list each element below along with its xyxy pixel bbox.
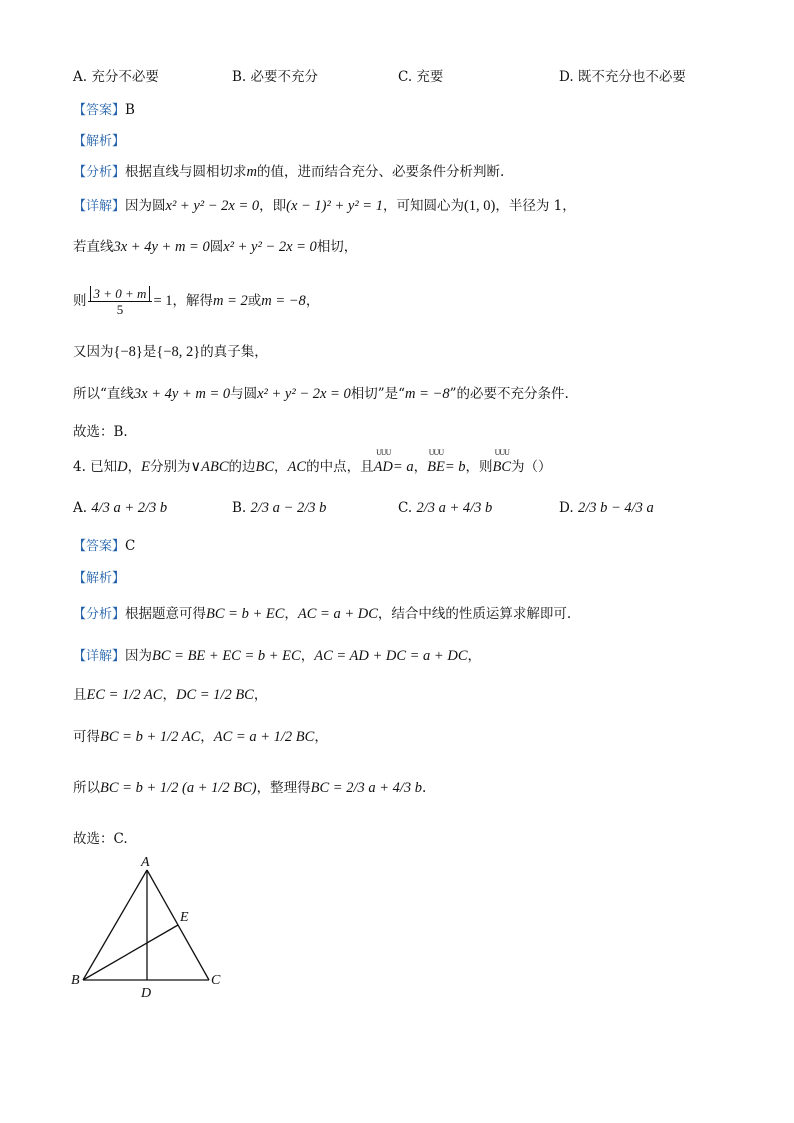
text: ， bbox=[314, 729, 328, 745]
line-equation: 3x + 4y + m = 0 bbox=[113, 239, 210, 255]
text: 可得 bbox=[73, 729, 100, 745]
set-2: {−8, 2} bbox=[156, 344, 201, 360]
text: ， bbox=[284, 606, 298, 622]
label-e: E bbox=[180, 910, 189, 925]
text: 且 bbox=[73, 687, 87, 703]
text: ，则 bbox=[465, 459, 493, 475]
vector-equation: EC = 1/2 AC bbox=[86, 687, 163, 703]
q4-analysis-heading bbox=[73, 569, 125, 588]
q4-option-a bbox=[73, 499, 167, 517]
answer-tag: 【答案】 bbox=[73, 103, 126, 118]
text: ， bbox=[274, 459, 288, 475]
equals-a: = a bbox=[392, 459, 414, 475]
point-e: E bbox=[141, 459, 151, 475]
text: ”的必要不充分条件. bbox=[449, 386, 569, 402]
option-label: A. bbox=[73, 500, 88, 516]
q3-detail bbox=[73, 197, 576, 216]
text: ，整理得 bbox=[256, 780, 311, 796]
side-bc: BC bbox=[255, 459, 275, 475]
circle-standard-equation: (x − 1)² + y² = 1 bbox=[286, 198, 383, 214]
line-equation: 3x + 4y + m = 0 bbox=[133, 386, 231, 402]
distance-fraction bbox=[88, 286, 153, 317]
text: 因为 bbox=[125, 648, 153, 664]
fraction-denominator: 5 bbox=[116, 302, 124, 317]
vector-ad: UUU AD bbox=[374, 458, 393, 476]
text: 又因为 bbox=[73, 344, 114, 360]
circle-equation: x² + y² − 2x = 0 bbox=[223, 239, 317, 255]
text: 若直线 bbox=[73, 239, 114, 255]
q3-subset bbox=[73, 343, 268, 361]
text: 的边 bbox=[228, 459, 256, 475]
text: ，解得 bbox=[172, 293, 213, 309]
text: 4. 已知 bbox=[73, 459, 118, 475]
detail-text: ，即 bbox=[259, 198, 287, 214]
text: ， bbox=[162, 687, 176, 703]
text: 与圆 bbox=[230, 386, 258, 402]
label-c: C bbox=[211, 973, 221, 988]
text: 则 bbox=[73, 293, 87, 309]
equals-one: = 1 bbox=[153, 293, 173, 309]
median-be bbox=[83, 925, 178, 980]
detail-text: ，可知圆心为 bbox=[382, 198, 464, 214]
condition: m = −8 bbox=[405, 386, 450, 402]
q3-option-d: D. 既不充分也不必要 bbox=[559, 69, 686, 85]
analysis-tag: 【解析】 bbox=[73, 571, 126, 586]
text: ， bbox=[253, 687, 268, 703]
option-expression: 2/3 a − 2/3 b bbox=[250, 500, 327, 516]
text: 的真子集， bbox=[200, 344, 268, 360]
q3-analysis-heading bbox=[73, 132, 125, 151]
text: 相切”是“ bbox=[350, 386, 406, 402]
answer-tag: 【答案】 bbox=[73, 539, 126, 554]
side-ac: AC bbox=[287, 459, 307, 475]
vector-bc: UUU BC bbox=[492, 458, 511, 476]
q4-detail bbox=[73, 647, 481, 666]
q4-answer bbox=[73, 537, 135, 556]
q3-line-tangent bbox=[73, 238, 357, 256]
circle-center: (1, 0) bbox=[463, 198, 496, 214]
q3-fenxi bbox=[73, 163, 504, 182]
text: ， bbox=[305, 293, 320, 309]
triangle-abc: ∨ABC bbox=[190, 459, 229, 475]
option-expression: 4/3 a + 2/3 b bbox=[91, 500, 168, 516]
option-label: D. bbox=[559, 500, 574, 516]
label-b: B bbox=[71, 973, 80, 988]
label-a: A bbox=[141, 855, 150, 870]
final-equation: BC = 2/3 a + 4/3 b bbox=[310, 780, 423, 796]
side-ab bbox=[83, 870, 147, 980]
q3-choose: 故选：B. bbox=[73, 424, 128, 440]
analysis-tag: 【解析】 bbox=[73, 134, 126, 149]
fenxi-tag: 【分析】 bbox=[73, 607, 126, 622]
detail-tag: 【详解】 bbox=[73, 649, 126, 664]
vector-equation: DC = 1/2 BC bbox=[175, 687, 254, 703]
option-label: B. bbox=[232, 500, 247, 516]
detail-text: ，半径为 1， bbox=[495, 198, 576, 214]
q4-option-d bbox=[559, 499, 654, 517]
text: 分别为 bbox=[150, 459, 191, 475]
answer-value: B bbox=[125, 102, 135, 118]
option-expression: 2/3 b − 4/3 a bbox=[577, 500, 654, 516]
text: 所以“直线 bbox=[73, 386, 134, 402]
q4-option-c bbox=[398, 499, 492, 517]
equals-b: = b bbox=[444, 459, 466, 475]
text: 根据题意可得 bbox=[125, 606, 207, 622]
vector-equation: BC = b + EC bbox=[206, 606, 285, 622]
set-1: {−8} bbox=[113, 344, 143, 360]
q4-stem bbox=[73, 458, 552, 476]
vector-be: UUU BE bbox=[427, 458, 445, 476]
solution-2: m = −8 bbox=[261, 293, 306, 309]
vector-equation: AC = a + DC bbox=[297, 606, 378, 622]
text: 为（） bbox=[511, 459, 552, 475]
text: 是 bbox=[142, 344, 157, 360]
text: 或 bbox=[247, 293, 262, 309]
text: ， bbox=[413, 459, 428, 475]
circle-equation: x² + y² − 2x = 0 bbox=[165, 198, 260, 214]
answer-value: C bbox=[125, 538, 136, 554]
q4-derived bbox=[73, 728, 328, 746]
vector-equation: BC = b + 1/2 (a + 1/2 BC) bbox=[100, 780, 257, 796]
fenxi-tag: 【分析】 bbox=[73, 165, 126, 180]
triangle-figure bbox=[63, 850, 263, 1000]
text: ， bbox=[127, 459, 142, 475]
q3-distance-formula bbox=[73, 281, 319, 321]
text: 所以 bbox=[73, 780, 100, 796]
vector-equation: AC = AD + DC = a + DC bbox=[314, 648, 468, 664]
circle-equation: x² + y² − 2x = 0 bbox=[257, 386, 351, 402]
fenxi-var-m: m bbox=[246, 164, 257, 180]
text: 圆 bbox=[209, 239, 224, 255]
text: ， bbox=[200, 729, 214, 745]
q3-conclusion bbox=[73, 385, 569, 403]
q3-option-b: B. 必要不充分 bbox=[232, 69, 319, 85]
text: . bbox=[422, 780, 427, 796]
vector-equation: AC = a + 1/2 BC bbox=[213, 729, 315, 745]
fraction-numerator: 3 + 0 + m bbox=[90, 286, 151, 301]
label-d: D bbox=[141, 986, 152, 1000]
detail-tag: 【详解】 bbox=[73, 199, 126, 214]
q4-fenxi bbox=[73, 605, 571, 624]
text: ， bbox=[467, 648, 481, 664]
solution-1: m = 2 bbox=[213, 293, 248, 309]
detail-text: 因为圆 bbox=[125, 198, 166, 214]
q3-option-a: A. 充分不必要 bbox=[73, 69, 159, 85]
q4-result bbox=[73, 779, 426, 797]
q3-option-c: C. 充要 bbox=[398, 69, 444, 85]
q4-choose: 故选：C. bbox=[73, 831, 128, 847]
text: 的中点，且 bbox=[306, 459, 374, 475]
text: 相切， bbox=[316, 239, 358, 255]
fenxi-text-a: 根据直线与圆相切求 bbox=[125, 164, 247, 180]
fenxi-text-b: 的值，进而结合充分、必要条件分析判断. bbox=[257, 164, 505, 180]
vector-equation: BC = BE + EC = b + EC bbox=[152, 648, 301, 664]
option-label: C. bbox=[398, 500, 413, 516]
point-d: D bbox=[117, 459, 128, 475]
option-expression: 2/3 a + 4/3 b bbox=[416, 500, 493, 516]
q4-option-b bbox=[232, 499, 326, 517]
vector-equation: BC = b + 1/2 AC bbox=[100, 729, 201, 745]
text: ，结合中线的性质运算求解即可. bbox=[377, 606, 572, 622]
q3-answer bbox=[73, 101, 135, 120]
text: ， bbox=[300, 648, 315, 664]
q4-midpoint-relations bbox=[73, 686, 267, 704]
